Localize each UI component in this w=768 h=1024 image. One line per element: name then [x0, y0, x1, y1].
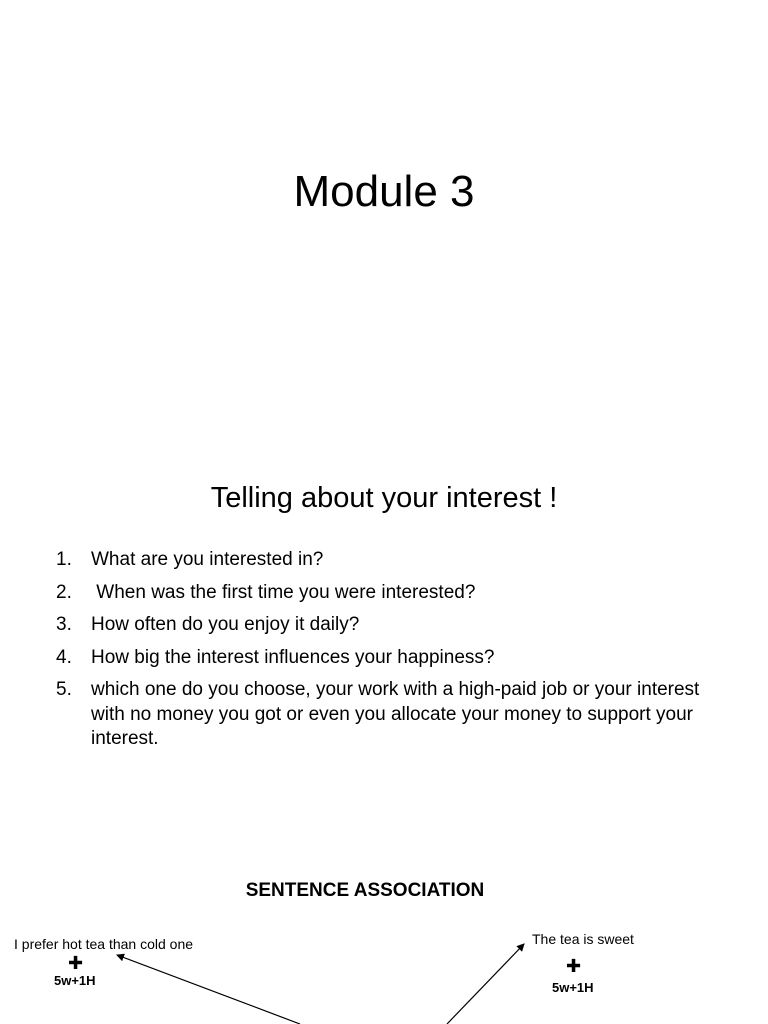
module-title: Module 3	[293, 167, 475, 216]
arrow-to-right-sentence	[447, 944, 524, 1024]
list-item	[56, 646, 716, 671]
list-item-text: How often do you enjoy it daily?	[91, 614, 360, 635]
slide-module-title	[0, 0, 768, 432]
list-item-number: 4.	[56, 646, 72, 668]
list-item-number: 1.	[56, 549, 72, 570]
left-plus-icon: ✚	[68, 953, 84, 973]
list-item-text: What are you interested in?	[91, 549, 324, 570]
association-arrows	[0, 824, 768, 1024]
list-item	[56, 548, 716, 573]
list-item	[56, 613, 716, 638]
arrow-to-left-sentence	[117, 955, 300, 1024]
sentence-association-title: SENTENCE ASSOCIATION	[245, 880, 485, 901]
list-item-text: How big the interest influences your happiness?	[91, 646, 495, 668]
interest-title: Telling about your interest !	[210, 482, 558, 514]
list-item-number: 2.	[56, 581, 72, 603]
list-item-number: 3.	[56, 614, 72, 635]
slide-sentence-association	[0, 824, 768, 1024]
list-item-text: When was the first time you were interested?	[91, 581, 476, 603]
list-item-number: 5.	[56, 679, 72, 700]
right-sentence: The tea is sweet	[532, 931, 634, 947]
left-sentence: I prefer hot tea than cold one	[14, 936, 194, 952]
slide-interest-questions	[0, 432, 768, 824]
list-item	[56, 581, 716, 606]
right-plus-icon: ✚	[566, 956, 582, 976]
list-item-text: which one do you choose, your work with a high-paid job or your interest with no money you got or even you allocate your money to support your interest.	[91, 679, 700, 749]
right-formula: 5w+1H	[552, 980, 594, 995]
question-list	[56, 548, 716, 760]
list-item	[56, 678, 716, 752]
left-formula: 5w+1H	[54, 973, 96, 988]
